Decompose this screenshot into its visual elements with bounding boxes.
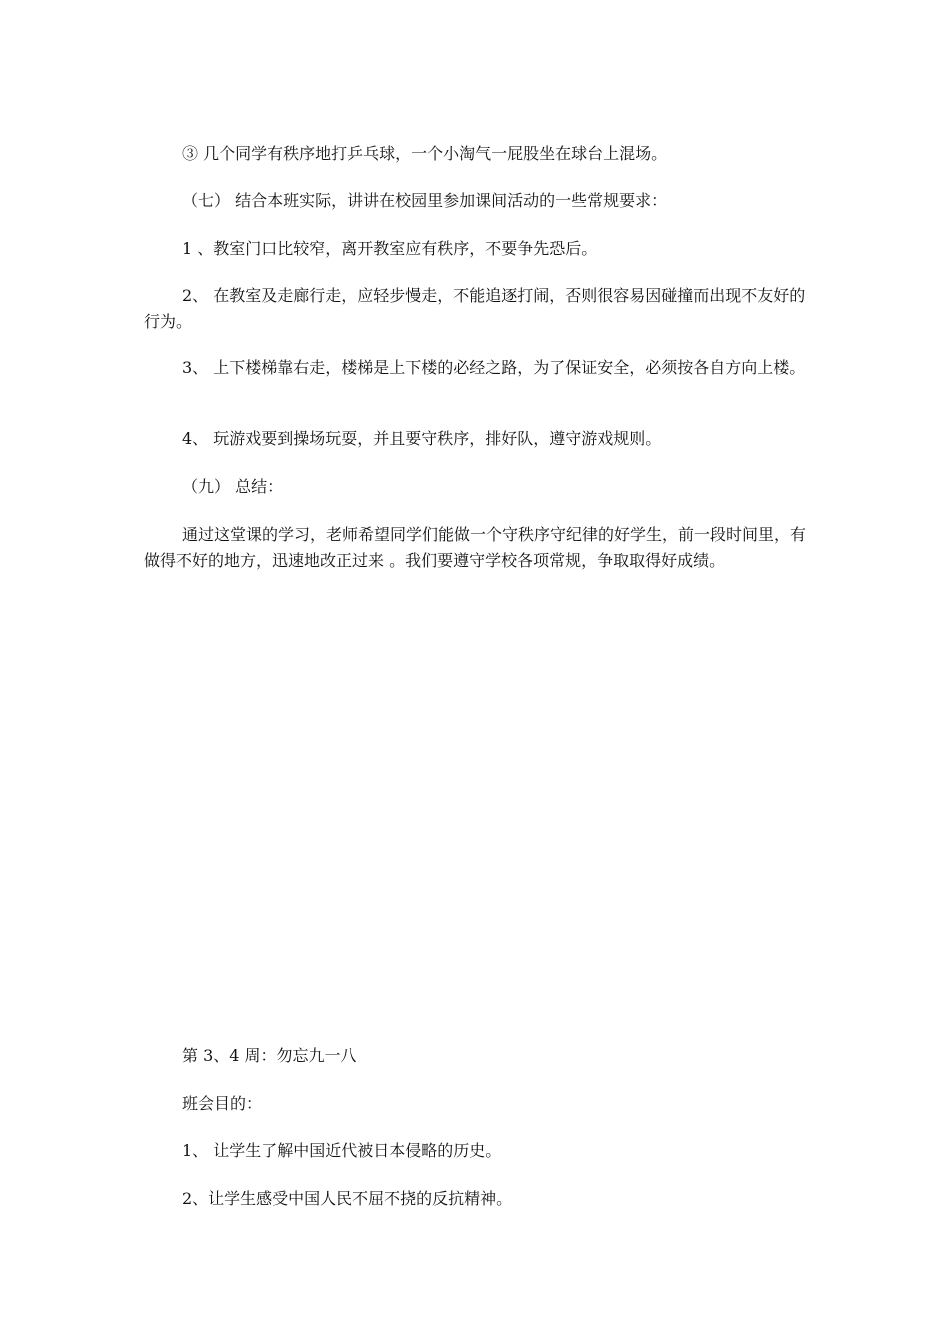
rule-item-4: 4、 玩游戏要到操场玩耍，并且要守秩序，排好队，遵守游戏规则。 [182,429,662,448]
goal-item-1: 1、 让学生了解中国近代被日本侵略的历史。 [182,1141,502,1160]
heading-seven: （七） 结合本班实际，讲讲在校园里参加课间活动的一些常规要求： [182,191,668,210]
goal-item-2: 2、让学生感受中国人民不屈不挠的反抗精神。 [182,1189,513,1208]
rule-item-2: 2、 在教室及走廊行走，应轻步慢走，不能追逐打闹，否则很容易因碰撞而出现不友好的行为。 [144,286,806,331]
paragraph-example-3: ③ 几个同学有秩序地打乒乓球，一个小淘气一屁股坐在球台上混场。 [182,144,668,163]
goal-heading: 班会目的： [182,1094,263,1113]
heading-nine: （九） 总结： [182,477,284,496]
week-title: 第 3、4 周：勿忘九一八 [182,1046,357,1065]
summary-paragraph: 通过这堂课的学习，老师希望同学们能做一个守秩序守纪律的好学生，前一段时间里，有做得不好的地方，迅速地改正过来 。我们要遵守学校各项常规，争取取得好成绩。 [144,525,807,570]
rule-item-1: 1 、教室门口比较窄，离开教室应有秩序，不要争先恐后。 [182,239,598,258]
rule-item-3: 3、 上下楼梯靠右走，楼梯是上下楼的必经之路，为了保证安全，必须按各自方向上楼。 [182,358,806,377]
